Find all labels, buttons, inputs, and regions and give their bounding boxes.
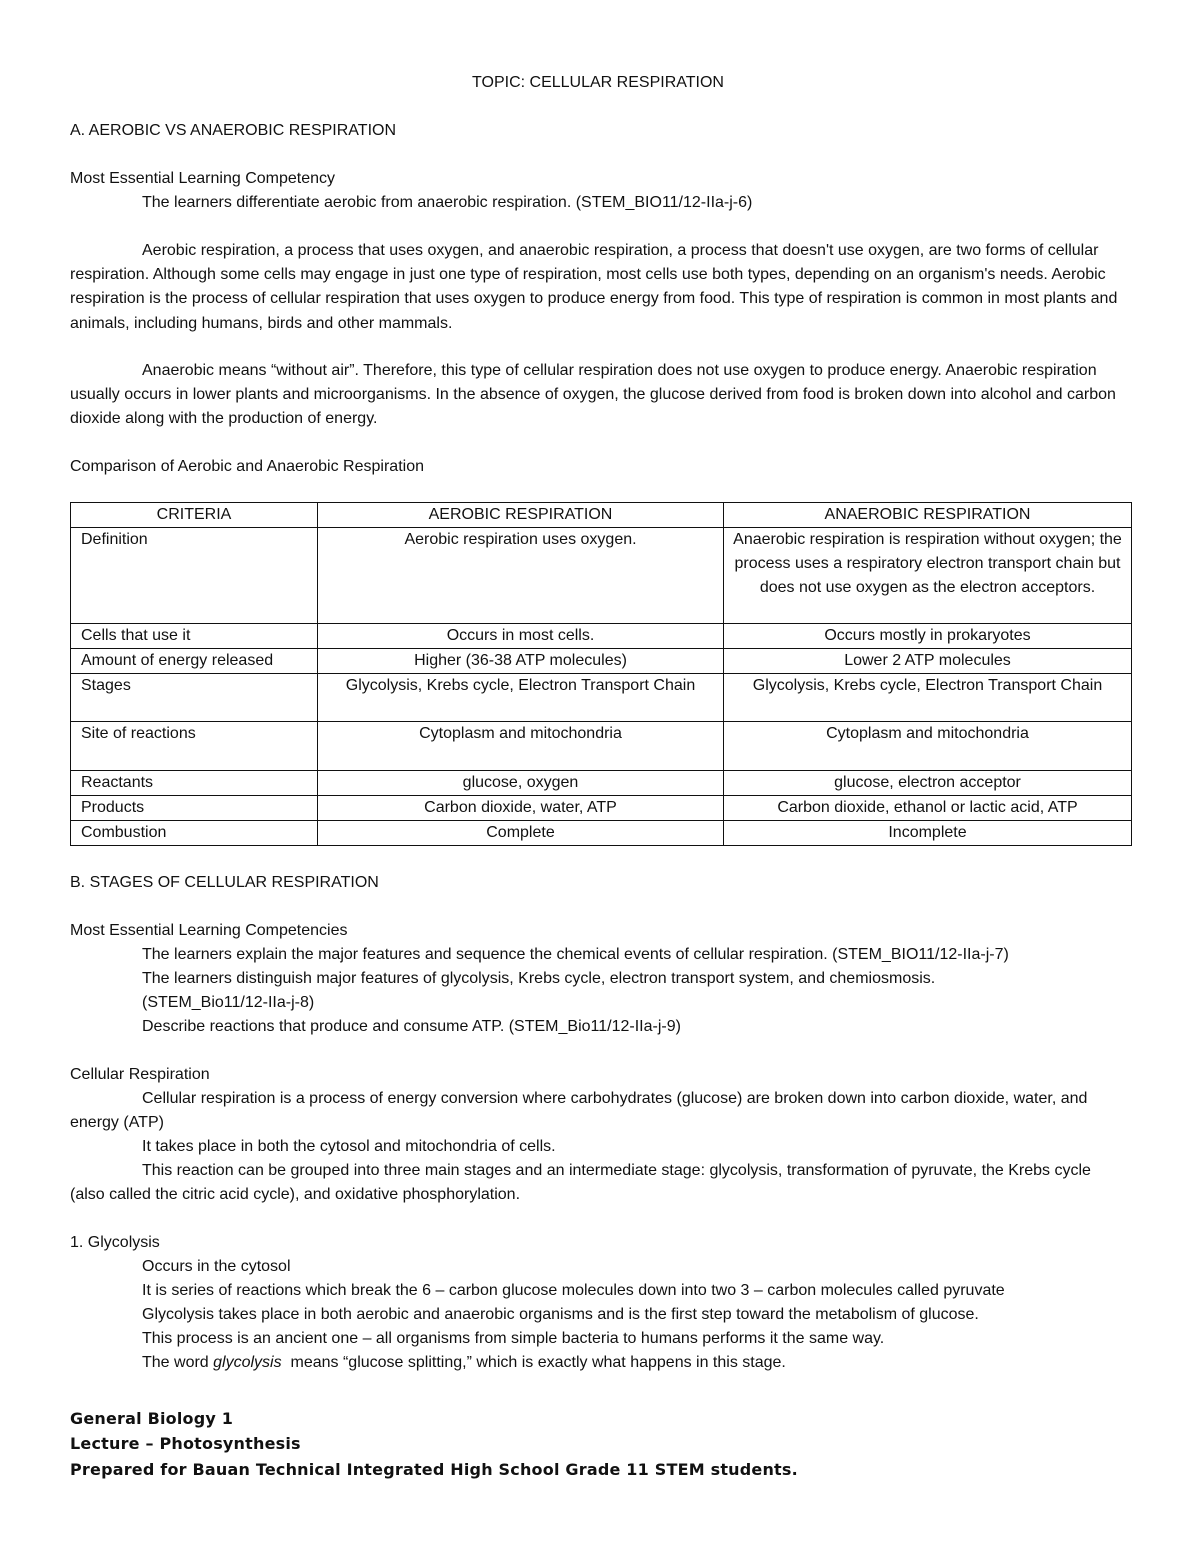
row-criteria: Stages [71, 674, 318, 722]
glycolysis-point-3: Glycolysis takes place in both aerobic and anaerobic organisms and is the first step toward the metabolism of glucose. [142, 1306, 979, 1323]
paragraph-aerobic: Aerobic respiration, a process that uses oxygen, and anaerobic respiration, a process that doesn't use oxygen, are two forms of cellular respiration. Although some cells may engage in just one type of respiration, most cells use both types, depending on an organism's needs. Aerobic respiration is the process of cellular respiration that uses oxygen to produce energy from food. This type of respiration is common in most plants and animals, including humans, birds and other mammals. [70, 242, 1118, 332]
footer-course: General Biology 1 [70, 1409, 234, 1428]
row-criteria: Amount of energy released [71, 649, 318, 674]
section-b-heading: B. STAGES OF CELLULAR RESPIRATION [70, 874, 379, 891]
row-anaerobic: glucose, electron acceptor [724, 771, 1132, 796]
row-anaerobic: Carbon dioxide, ethanol or lactic acid, ATP [724, 796, 1132, 821]
table-row [71, 649, 1132, 674]
header-criteria: CRITERIA [71, 503, 318, 528]
melc-b-2-code: (STEM_Bio11/12-IIa-j-8) [142, 994, 315, 1011]
table-header-row [71, 503, 1132, 528]
glycolysis-heading: 1. Glycolysis [70, 1234, 160, 1251]
row-anaerobic: Incomplete [724, 821, 1132, 846]
melc-b-1: The learners explain the major features and sequence the chemical events of cellular respiration. (STEM_BIO11/12-IIa-j-7) [142, 946, 1009, 963]
row-criteria: Products [71, 796, 318, 821]
cr-paragraph-3: This reaction can be grouped into three main stages and an intermediate stage: glycolysis, transformation of pyruvate, the Krebs cycle (also called the citric acid cycle), and oxidative phosphorylation. [70, 1162, 1091, 1204]
row-anaerobic: Cytoplasm and mitochondria [724, 722, 1132, 771]
row-anaerobic: Glycolysis, Krebs cycle, Electron Transport Chain [724, 674, 1132, 722]
melc-a: The learners differentiate aerobic from anaerobic respiration. (STEM_BIO11/12-IIa-j-6) [142, 194, 753, 211]
table-row [71, 771, 1132, 796]
row-aerobic: Cytoplasm and mitochondria [318, 722, 724, 771]
footer-prepared-for: Prepared for Bauan Technical Integrated High School Grade 11 STEM students. [70, 1460, 798, 1479]
page-title: TOPIC: CELLULAR RESPIRATION [472, 74, 724, 91]
row-criteria: Reactants [71, 771, 318, 796]
row-criteria: Combustion [71, 821, 318, 846]
table-row [71, 722, 1132, 771]
table-row [71, 796, 1132, 821]
cr-paragraph-1: Cellular respiration is a process of energy conversion where carbohydrates (glucose) are broken down into carbon dioxide, water, and energy (ATP) [70, 1090, 1088, 1132]
row-aerobic: Higher (36-38 ATP molecules) [318, 649, 724, 674]
comparison-heading: Comparison of Aerobic and Anaerobic Respiration [70, 458, 424, 475]
header-anaerobic: ANAEROBIC RESPIRATION [724, 503, 1132, 528]
glycolysis-point-1: Occurs in the cytosol [142, 1258, 291, 1275]
row-anaerobic: Lower 2 ATP molecules [724, 649, 1132, 674]
row-aerobic: Carbon dioxide, water, ATP [318, 796, 724, 821]
row-aerobic: glucose, oxygen [318, 771, 724, 796]
row-anaerobic: Anaerobic respiration is respiration without oxygen; the process uses a respiratory electron transport chain but does not use oxygen as the electron acceptors. [724, 528, 1132, 624]
header-aerobic: AEROBIC RESPIRATION [318, 503, 724, 528]
paragraph-anaerobic: Anaerobic means “without air”. Therefore, this type of cellular respiration does not use oxygen to produce energy. Anaerobic respiration usually occurs in lower plants and microorganisms. In the absence of oxygen, the glucose derived from food is broken down into alcohol and carbon dioxide along with the production of energy. [70, 362, 1116, 428]
cellular-respiration-heading: Cellular Respiration [70, 1066, 210, 1083]
row-aerobic: Aerobic respiration uses oxygen. [318, 528, 724, 624]
glycolysis-point-5-post: means “glucose splitting,” which is exactly what happens in this stage. [281, 1354, 786, 1371]
row-criteria: Definition [71, 528, 318, 624]
row-criteria: Cells that use it [71, 624, 318, 649]
table-row [71, 528, 1132, 624]
footer-lecture: Lecture – Photosynthesis [70, 1434, 301, 1453]
table-row [71, 624, 1132, 649]
glycolysis-point-5-pre: The word [142, 1354, 214, 1371]
section-a-heading: A. AEROBIC VS ANAEROBIC RESPIRATION [70, 122, 397, 139]
glycolysis-point-4: This process is an ancient one – all organisms from simple bacteria to humans performs it the same way. [142, 1330, 885, 1347]
row-aerobic: Complete [318, 821, 724, 846]
table-row [71, 821, 1132, 846]
melc-b-2: The learners distinguish major features of glycolysis, Krebs cycle, electron transport system, and chemiosmosis. [142, 970, 936, 987]
melc-heading-a: Most Essential Learning Competency [70, 170, 336, 187]
melc-heading-b: Most Essential Learning Competencies [70, 922, 348, 939]
glycolysis-point-2: It is series of reactions which break the 6 – carbon glucose molecules down into two 3 – carbon molecules called pyruvate [142, 1282, 1005, 1299]
glycolysis-term: glycolysis [213, 1354, 282, 1371]
glycolysis-point-5 [142, 1351, 786, 1375]
comparison-table [70, 502, 1132, 846]
row-aerobic: Occurs in most cells. [318, 624, 724, 649]
cr-paragraph-2: It takes place in both the cytosol and mitochondria of cells. [142, 1138, 556, 1155]
row-aerobic: Glycolysis, Krebs cycle, Electron Transport Chain [318, 674, 724, 722]
melc-b-3: Describe reactions that produce and consume ATP. (STEM_Bio11/12-IIa-j-9) [142, 1018, 681, 1035]
table-row [71, 674, 1132, 722]
row-anaerobic: Occurs mostly in prokaryotes [724, 624, 1132, 649]
row-criteria: Site of reactions [71, 722, 318, 771]
